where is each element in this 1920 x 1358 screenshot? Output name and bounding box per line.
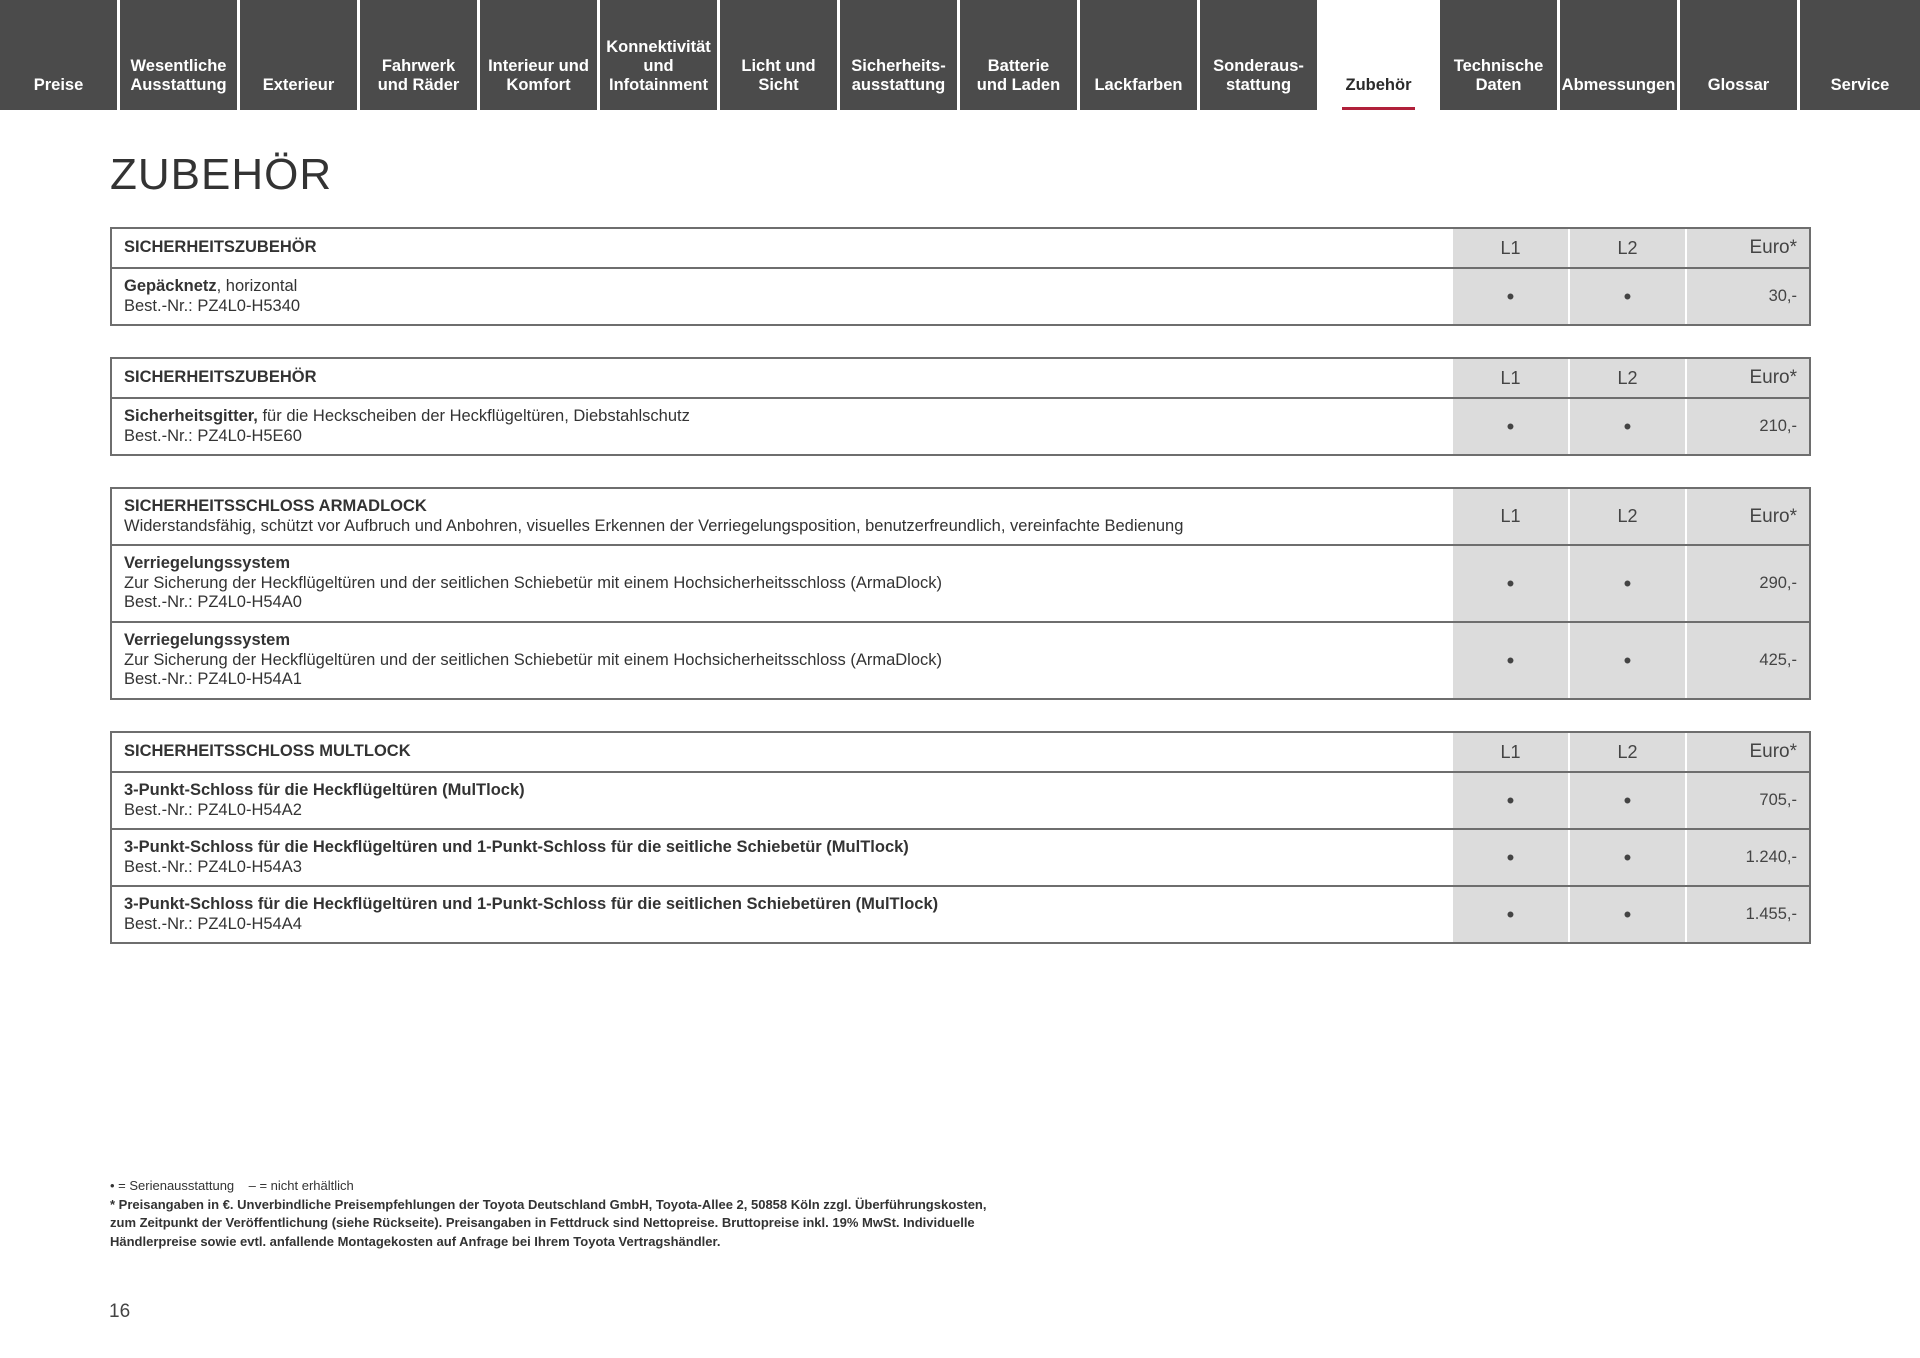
item-desc: Zur Sicherung der Heckflügeltüren und der seitlichen Schiebetür mit einem Hochsicherheitsschloss (ArmaDlock) xyxy=(124,650,943,669)
nav-tab-preise[interactable]: Preise xyxy=(0,0,117,110)
page-number: 16 xyxy=(109,1301,131,1322)
nav-tab-service[interactable]: Service xyxy=(1800,0,1920,110)
standard-dot: • xyxy=(1623,787,1632,813)
section-title: SICHERHEITSZUBEHÖR xyxy=(124,238,317,257)
standard-dot: • xyxy=(1506,787,1515,813)
section-heading xyxy=(112,359,1451,397)
price-disclaimer: * Preisangaben in €. Unverbindliche Preisempfehlungen der Toyota Deutschland GmbH, Toyota-Allee 2, 50858 Köln zzgl. Überführungskosten, zum Zeitpunkt der Veröffentlichung (siehe Rückseite). Preisangaben in Fettdruck sind Nettopreise. Bruttopreise inkl. 19% MwSt. Individuelle Händlerpreise sowie evtl. anfallende Montagekosten auf Anfrage bei Ihrem Toyota Vertragshändler. xyxy=(110,1196,987,1249)
footnotes xyxy=(110,1177,986,1251)
column-header-price: Euro* xyxy=(1687,229,1809,267)
accessory-table xyxy=(110,487,1811,700)
standard-dot: • xyxy=(1623,283,1632,309)
item-name: Gepäcknetz xyxy=(124,277,217,295)
price: 210,- xyxy=(1687,399,1809,454)
column-header-l2: L2 xyxy=(1570,359,1685,397)
l1-availability xyxy=(1453,773,1568,828)
table-row xyxy=(112,267,1809,324)
item-name: Sicherheitsgitter, xyxy=(124,407,258,425)
item-name: Verriegelungssystem xyxy=(124,631,290,650)
price: 1.240,- xyxy=(1687,830,1809,885)
column-header-l2: L2 xyxy=(1570,229,1685,267)
item-name: Verriegelungssystem xyxy=(124,554,290,573)
l1-availability xyxy=(1453,546,1568,621)
l1-availability xyxy=(1453,399,1568,454)
table-header-row xyxy=(112,359,1809,397)
column-header-l1: L1 xyxy=(1453,733,1568,771)
table-header-row xyxy=(112,733,1809,771)
column-header-l2: L2 xyxy=(1570,733,1685,771)
column-header-l1: L1 xyxy=(1453,229,1568,267)
section-title: SICHERHEITSSCHLOSS ARMADLOCK xyxy=(124,497,427,515)
l1-availability xyxy=(1453,887,1568,942)
standard-dot: • xyxy=(1623,413,1632,439)
price: 30,- xyxy=(1687,269,1809,324)
nav-tab-wesentliche-ausstattung[interactable]: Wesentliche Ausstattung xyxy=(120,0,237,110)
item-name: 3-Punkt-Schloss für die Heckflügeltüren und 1-Punkt-Schloss für die seitlichen Schiebetüren (MulTlock) xyxy=(124,895,939,913)
section-title: SICHERHEITSZUBEHÖR xyxy=(124,368,317,387)
l2-availability xyxy=(1570,830,1685,885)
table-row xyxy=(112,544,1809,621)
item-description xyxy=(112,773,1451,828)
item-description xyxy=(112,887,1451,942)
nav-tab-abmessungen[interactable]: Abmessungen xyxy=(1560,0,1677,110)
section-title: SICHERHEITSSCHLOSS MULTLOCK xyxy=(124,742,411,761)
nav-tab-licht-und-sicht[interactable]: Licht und Sicht xyxy=(720,0,837,110)
column-header-l2: L2 xyxy=(1570,489,1685,544)
standard-dot: • xyxy=(1623,844,1632,870)
standard-dot: • xyxy=(1506,901,1515,927)
item-inline-desc: , horizontal xyxy=(216,277,298,295)
accessory-table xyxy=(110,357,1811,456)
section-subtitle: Widerstandsfähig, schützt vor Aufbruch und Anbohren, visuelles Erkennen der Verriegelungsposition, benutzerfreundlich, vereinfachte Bedienung xyxy=(124,516,1184,535)
l2-availability xyxy=(1570,399,1685,454)
part-number: Best.-Nr.: PZ4L0-H54A0 xyxy=(124,593,302,612)
l2-availability xyxy=(1570,546,1685,621)
item-description xyxy=(112,269,1451,324)
part-number: Best.-Nr.: PZ4L0-H54A3 xyxy=(124,857,302,876)
table-row xyxy=(112,621,1809,698)
table-row xyxy=(112,885,1809,942)
price: 425,- xyxy=(1687,623,1809,698)
nav-tab-glossar[interactable]: Glossar xyxy=(1680,0,1797,110)
standard-dot: • xyxy=(1506,283,1515,309)
l2-availability xyxy=(1570,269,1685,324)
item-name: 3-Punkt-Schloss für die Heckflügeltüren und 1-Punkt-Schloss für die seitliche Schiebetür (MulTlock) xyxy=(124,838,909,856)
l1-availability xyxy=(1453,830,1568,885)
nav-tab-zubehör[interactable]: Zubehör xyxy=(1320,0,1437,110)
l1-availability xyxy=(1453,623,1568,698)
l2-availability xyxy=(1570,773,1685,828)
top-navigation xyxy=(0,0,1920,110)
accessory-table xyxy=(110,227,1811,326)
table-row xyxy=(112,397,1809,454)
nav-tab-fahrwerk-und-räder[interactable]: Fahrwerk und Räder xyxy=(360,0,477,110)
standard-dot: • xyxy=(1506,570,1515,596)
item-title-line xyxy=(124,631,1439,651)
l1-availability xyxy=(1453,269,1568,324)
standard-dot: • xyxy=(1623,901,1632,927)
section-heading xyxy=(112,733,1451,771)
item-title-line xyxy=(124,554,1439,574)
nav-tab-exterieur[interactable]: Exterieur xyxy=(240,0,357,110)
nav-tab-sonderaus-stattung[interactable]: Sonderaus- stattung xyxy=(1200,0,1317,110)
standard-dot: • xyxy=(1623,647,1632,673)
part-number: Best.-Nr.: PZ4L0-H54A2 xyxy=(124,800,302,819)
legend-note: • = Serienausstattung – = nicht erhältlich xyxy=(110,1178,354,1193)
item-title-line xyxy=(124,407,1439,427)
standard-dot: • xyxy=(1506,647,1515,673)
nav-tab-technische-daten[interactable]: Technische Daten xyxy=(1440,0,1557,110)
part-number: Best.-Nr.: PZ4L0-H54A1 xyxy=(124,670,302,689)
item-title-line xyxy=(124,838,1439,858)
table-header-row xyxy=(112,489,1809,544)
price: 705,- xyxy=(1687,773,1809,828)
item-description xyxy=(112,623,1451,698)
item-desc: Zur Sicherung der Heckflügeltüren und der seitlichen Schiebetür mit einem Hochsicherheitsschloss (ArmaDlock) xyxy=(124,573,943,592)
nav-tab-sicherheits-ausstattung[interactable]: Sicherheits- ausstattung xyxy=(840,0,957,110)
item-title-line xyxy=(124,277,1439,297)
standard-dot: • xyxy=(1506,844,1515,870)
standard-dot: • xyxy=(1623,570,1632,596)
item-title-line xyxy=(124,895,1439,915)
item-title-line xyxy=(124,781,1439,801)
l2-availability xyxy=(1570,887,1685,942)
nav-tab-batterie-und-laden[interactable]: Batterie und Laden xyxy=(960,0,1077,110)
page-title: ZUBEHÖR xyxy=(110,150,333,199)
part-number: Best.-Nr.: PZ4L0-H5E60 xyxy=(124,426,302,445)
column-header-l1: L1 xyxy=(1453,359,1568,397)
column-header-l1: L1 xyxy=(1453,489,1568,544)
nav-tab-interieur-und-komfort[interactable]: Interieur und Komfort xyxy=(480,0,597,110)
table-header-row xyxy=(112,229,1809,267)
column-header-price: Euro* xyxy=(1687,359,1809,397)
price: 1.455,- xyxy=(1687,887,1809,942)
table-row xyxy=(112,828,1809,885)
column-header-price: Euro* xyxy=(1687,733,1809,771)
table-row xyxy=(112,771,1809,828)
item-description xyxy=(112,830,1451,885)
item-name: 3-Punkt-Schloss für die Heckflügeltüren (MulTlock) xyxy=(124,781,525,799)
part-number: Best.-Nr.: PZ4L0-H5340 xyxy=(124,296,301,315)
standard-dot: • xyxy=(1506,413,1515,439)
item-description xyxy=(112,546,1451,621)
nav-tab-konnektivität-und-infotainment[interactable]: Konnektivität und Infotainment xyxy=(600,0,717,110)
accessory-table xyxy=(110,731,1811,944)
item-description xyxy=(112,399,1451,454)
column-header-price: Euro* xyxy=(1687,489,1809,544)
item-inline-desc: für die Heckscheiben der Heckflügeltüren, Diebstahlschutz xyxy=(257,407,690,425)
section-heading xyxy=(112,489,1451,544)
part-number: Best.-Nr.: PZ4L0-H54A4 xyxy=(124,914,302,933)
l2-availability xyxy=(1570,623,1685,698)
section-heading xyxy=(112,229,1451,267)
price: 290,- xyxy=(1687,546,1809,621)
nav-tab-lackfarben[interactable]: Lackfarben xyxy=(1080,0,1197,110)
